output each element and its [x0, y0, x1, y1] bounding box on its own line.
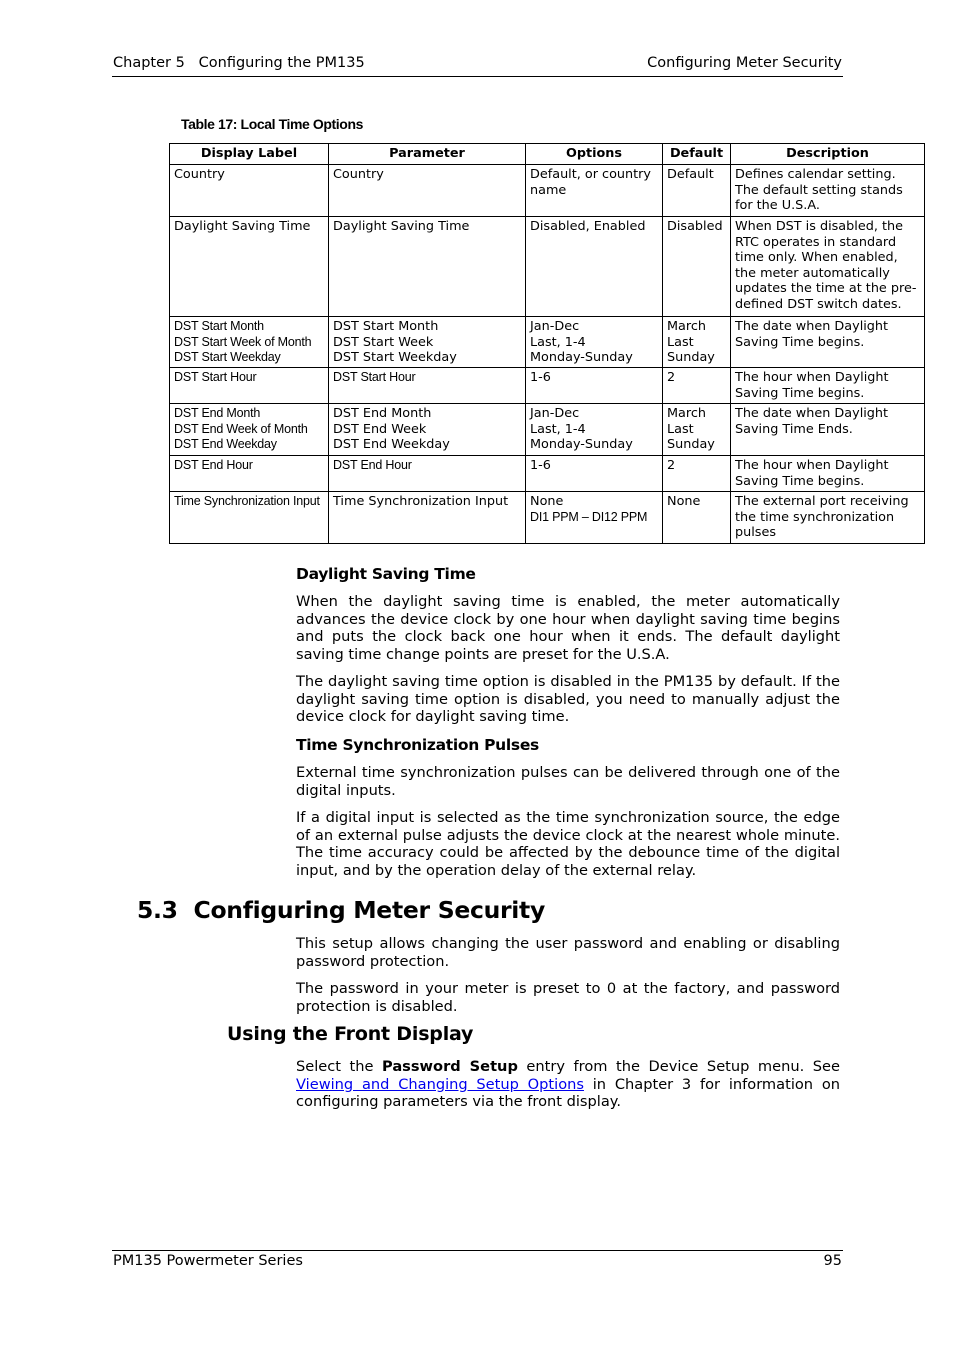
table-cell-default	[663, 492, 731, 544]
table-cell-label	[170, 404, 329, 456]
table-cell-parameter	[329, 165, 526, 217]
sync-paragraph-2: If a digital input is selected as the time synchronization source, the edge of an external pulse adjusts the device clock at the nearest whole minute. The time accuracy could be affected by the debounce time of the digital input, and by the operation delay of the external relay.	[296, 809, 840, 880]
cell-line: DST End Month	[174, 406, 261, 420]
cell-line: Monday-Sunday	[530, 437, 633, 453]
sync-heading: Time Synchronization Pulses	[296, 736, 539, 754]
cell-line: Sunday	[667, 350, 715, 366]
table-cell-options	[526, 317, 663, 368]
text: in Chapter 3 for information on configuring parameters via the front display.	[296, 1075, 840, 1111]
table-row	[170, 217, 925, 317]
table-cell-parameter	[329, 368, 526, 404]
table-caption: Table 17: Local Time Options	[181, 116, 363, 132]
cell-line: DST Start Week of Month	[174, 334, 312, 349]
table-cell-label	[170, 368, 329, 404]
cell-line: 1-6	[530, 370, 551, 385]
table-row	[170, 165, 925, 217]
table-cell-parameter	[329, 456, 526, 492]
footer-product: PM135 Powermeter Series	[113, 1253, 303, 1269]
cell-line: DST End Hour	[174, 458, 253, 472]
cell-line: Jan-Dec	[530, 319, 580, 334]
cell-line: DST End Weekday	[174, 437, 277, 452]
cell-line: Disabled	[667, 219, 723, 234]
table-cell-default	[663, 165, 731, 217]
cell-line: March	[667, 406, 707, 421]
table-cell-description: The hour when Daylight Saving Time begins.	[731, 368, 925, 404]
table-cell-parameter	[329, 404, 526, 456]
setup-options-link[interactable]: Viewing and Changing Setup Options	[296, 1075, 584, 1093]
table-cell-parameter	[329, 492, 526, 544]
table-cell-default	[663, 456, 731, 492]
local-time-options-table	[169, 143, 925, 544]
table-cell-options	[526, 492, 663, 544]
table-cell-description: When DST is disabled, the RTC operates in standard time only. When enabled, the meter automatically updates the time at the pre-defined DST switch dates.	[731, 217, 925, 317]
section-title: 5.3 Configuring Meter Security	[137, 896, 546, 924]
cell-line: Last	[667, 334, 694, 350]
table-cell-options	[526, 404, 663, 456]
table-row	[170, 368, 925, 404]
table-cell-parameter	[329, 217, 526, 317]
table-cell-options	[526, 368, 663, 404]
table-cell-options	[526, 456, 663, 492]
table-cell-default	[663, 404, 731, 456]
dst-paragraph-1: When the daylight saving time is enabled, the meter automatically advances the device clock by one hour when daylight saving time begins and puts the clock back one hour when it ends. The default daylight saving time change points are preset for the U.S.A.	[296, 593, 840, 664]
table-cell-options	[526, 165, 663, 217]
password-setup-term: Password Setup	[382, 1058, 518, 1075]
cell-line: None	[530, 494, 564, 509]
cell-line: DST Start Week	[333, 334, 434, 350]
table-cell-label	[170, 317, 329, 368]
cell-line: Last, 1-4	[530, 421, 586, 437]
column-header: Options	[526, 144, 663, 165]
cell-line: DST End Month	[333, 406, 432, 421]
cell-line: DST Start Hour	[333, 370, 416, 384]
table-row	[170, 492, 925, 544]
table-cell-description: Defines calendar setting. The default setting stands for the U.S.A.	[731, 165, 925, 217]
text: entry from the Device Setup menu. See	[517, 1058, 841, 1075]
cell-line: Time Synchronization Input	[174, 494, 320, 508]
cell-line: Last	[667, 421, 694, 437]
table-cell-description: The hour when Daylight Saving Time begins.	[731, 456, 925, 492]
cell-line: March	[667, 319, 707, 334]
cell-line: Default, or country name	[530, 167, 651, 198]
cell-line: None	[667, 494, 701, 509]
cell-line: 2	[667, 370, 676, 385]
cell-line: DST Start Weekday	[333, 350, 457, 366]
table-cell-options	[526, 217, 663, 317]
cell-line: Country	[333, 167, 384, 182]
header-section: Configuring Meter Security	[647, 55, 842, 71]
front-display-paragraph	[296, 1058, 840, 1111]
table-header-row	[170, 144, 925, 165]
cell-line: DST Start Weekday	[174, 350, 281, 365]
column-header: Parameter	[329, 144, 526, 165]
table-cell-default	[663, 217, 731, 317]
cell-line: DI1 PPM – DI12 PPM	[530, 509, 648, 524]
table-cell-description: The date when Daylight Saving Time begins.	[731, 317, 925, 368]
cell-line: DST Start Hour	[174, 370, 257, 384]
page-header	[112, 54, 843, 77]
cell-line: DST End Week of Month	[174, 421, 308, 436]
table-cell-description: The external port receiving the time synchronization pulses	[731, 492, 925, 544]
cell-line: DST End Weekday	[333, 437, 450, 453]
table-cell-description: The date when Daylight Saving Time Ends.	[731, 404, 925, 456]
table-cell-label	[170, 492, 329, 544]
table-cell-label	[170, 456, 329, 492]
column-header: Display Label	[170, 144, 329, 165]
cell-line: Disabled, Enabled	[530, 219, 646, 234]
security-paragraph-2: The password in your meter is preset to 0 at the factory, and password protection is disabled.	[296, 980, 840, 1015]
cell-line: Jan-Dec	[530, 406, 580, 421]
page-number: 95	[823, 1253, 842, 1269]
cell-line: Default	[667, 167, 714, 182]
table-cell-label	[170, 165, 329, 217]
table-row	[170, 456, 925, 492]
dst-heading: Daylight Saving Time	[296, 565, 476, 583]
cell-line: DST Start Month	[333, 319, 439, 334]
cell-line: Country	[174, 167, 225, 182]
cell-line: DST Start Month	[174, 319, 264, 333]
page-footer	[112, 1250, 843, 1269]
sync-paragraph-1: External time synchronization pulses can be delivered through one of the digital inputs.	[296, 764, 840, 799]
table-cell-default	[663, 368, 731, 404]
cell-line: Sunday	[667, 437, 715, 453]
dst-paragraph-2: The daylight saving time option is disabled in the PM135 by default. If the daylight saving time option is disabled, you need to manually adjust the device clock for daylight saving time.	[296, 673, 840, 726]
column-header: Description	[731, 144, 925, 165]
table-cell-default	[663, 317, 731, 368]
cell-line: Monday-Sunday	[530, 350, 633, 366]
cell-line: Time Synchronization Input	[333, 494, 509, 509]
cell-line: Daylight Saving Time	[333, 219, 470, 234]
header-chapter: Chapter 5 Configuring the PM135	[113, 55, 365, 71]
subsection-title: Using the Front Display	[227, 1023, 474, 1045]
table-row	[170, 404, 925, 456]
cell-line: 1-6	[530, 458, 551, 473]
text: Select the	[296, 1058, 383, 1075]
table-cell-label	[170, 217, 329, 317]
column-header: Default	[663, 144, 731, 165]
security-paragraph-1: This setup allows changing the user password and enabling or disabling password protection.	[296, 935, 840, 970]
cell-line: 2	[667, 458, 676, 473]
cell-line: DST End Hour	[333, 458, 412, 472]
table-cell-parameter	[329, 317, 526, 368]
cell-line: DST End Week	[333, 421, 427, 437]
cell-line: Last, 1-4	[530, 334, 586, 350]
table-row	[170, 317, 925, 368]
cell-line: Daylight Saving Time	[174, 219, 311, 234]
